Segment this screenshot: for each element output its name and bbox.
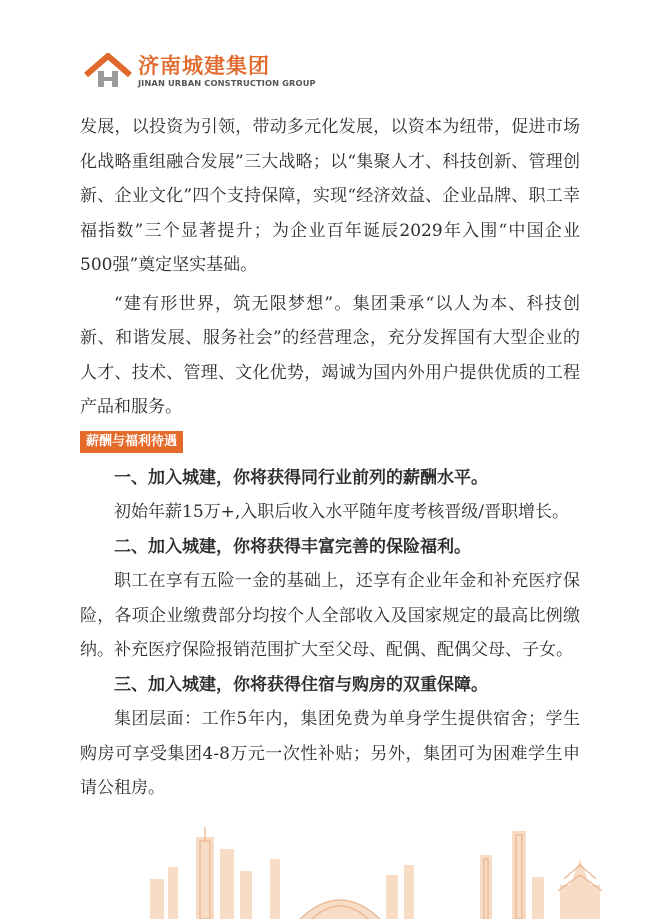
benefit-body-1: 初始年薪15万+,入职后收入水平随年度考核晋级/晋职增长。: [114, 502, 570, 522]
benefit-body-3: 集团层面：工作5年内，集团免费为单身学生提供宿舍；学生购房可享受集团4-8万元一次性补贴；另外，集团可为困难学生申请公租房。: [80, 709, 580, 798]
logo-name-cn: 济南城建集团: [138, 53, 270, 78]
document-body: [80, 110, 580, 806]
benefit-body-2: 职工在享有五险一金的基础上，还享有企业年金和补充医疗保险，各项企业缴费部分均按个人全部收入及国家规定的最高比例缴纳。补充医疗保险报销范围扩大至父母、配偶、配偶父母、子女。: [80, 571, 580, 660]
section-tag-compensation: 薪酬与福利待遇: [80, 431, 183, 453]
benefit-heading-1: 一、加入城建，你将获得同行业前列的薪酬水平。: [114, 467, 488, 488]
company-logo: [84, 50, 316, 92]
logo-name-en: JINAN URBAN CONSTRUCTION GROUP: [138, 77, 316, 88]
benefit-heading-3: 三、加入城建，你将获得住宿与购房的双重保障。: [114, 674, 488, 695]
benefit-heading-2: 二、加入城建，你将获得丰富完善的保险福利。: [114, 536, 471, 557]
logo-mark-icon: [84, 53, 132, 89]
intro-paragraph-1: 发展，以投资为引领，带动多元化发展，以资本为纽带，促进市场化战略重组融合发展”三大战略；以“集聚人才、科技创新、管理创新、企业文化”四个支持保障，实现“经济效益、企业品牌、职工幸福指数”三个显著提升；为企业百年诞辰2029年入围“中国企业500强”奠定坚实基础。: [80, 117, 580, 275]
intro-paragraph-2: “建有形世界，筑无限梦想”。集团秉承“以人为本、科技创新、和谐发展、服务社会”的经营理念，充分发挥国有大型企业的人才、技术、管理、文化优势，竭诚为国内外用户提供优质的工程产品和服务。: [80, 293, 580, 417]
city-skyline-decoration: [0, 819, 650, 919]
